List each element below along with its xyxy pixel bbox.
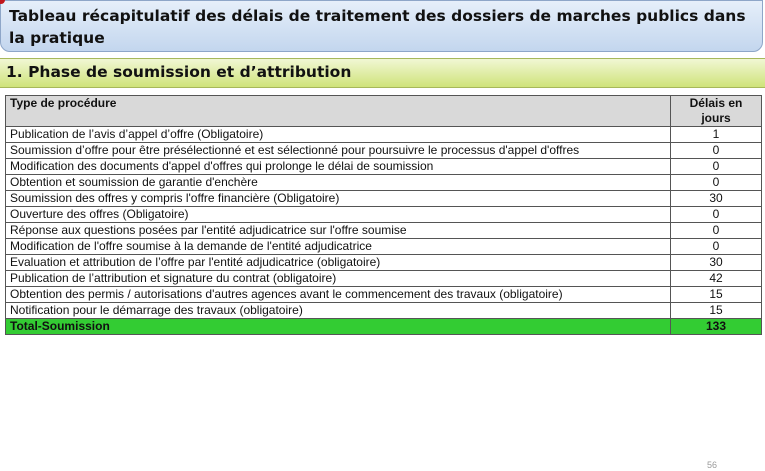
row-label: Modification des documents d'appel d'offres qui prolonge le délai de soumission bbox=[6, 159, 671, 175]
header-delay-days: Délais en jours bbox=[671, 96, 762, 127]
table-row bbox=[6, 207, 762, 223]
row-label: Ouverture des offres (Obligatoire) bbox=[6, 207, 671, 223]
row-value: 0 bbox=[671, 143, 762, 159]
table-row bbox=[6, 287, 762, 303]
row-label: Notification pour le démarrage des travaux (obligatoire) bbox=[6, 303, 671, 319]
row-label: Evaluation et attribution de l’offre par l'entité adjudicatrice (obligatoire) bbox=[6, 255, 671, 271]
section-title: 1. Phase de soumission et d’attribution bbox=[6, 63, 352, 81]
row-label: Obtention des permis / autorisations d'autres agences avant le commencement des travaux (obligatoire) bbox=[6, 287, 671, 303]
page-number: 56 bbox=[706, 460, 717, 470]
row-label: Publication de l’avis d’appel d’offre (Obligatoire) bbox=[6, 127, 671, 143]
row-value: 1 bbox=[671, 127, 762, 143]
table-row bbox=[6, 159, 762, 175]
row-value: 0 bbox=[671, 159, 762, 175]
section-banner bbox=[0, 58, 765, 88]
table-row bbox=[6, 271, 762, 287]
row-label: Publication de l’attribution et signature du contrat (obligatoire) bbox=[6, 271, 671, 287]
table-row bbox=[6, 127, 762, 143]
table-row bbox=[6, 175, 762, 191]
row-label: Soumission des offres y compris l'offre financière (Obligatoire) bbox=[6, 191, 671, 207]
row-value: 42 bbox=[671, 271, 762, 287]
row-label: Modification de l'offre soumise à la demande de l'entité adjudicatrice bbox=[6, 239, 671, 255]
row-label: Réponse aux questions posées par l'entité adjudicatrice sur l'offre soumise bbox=[6, 223, 671, 239]
header-procedure-type: Type de procédure bbox=[6, 96, 671, 127]
row-value: 0 bbox=[671, 239, 762, 255]
table-row bbox=[6, 303, 762, 319]
row-label: Soumission d’offre pour être présélectionné et est sélectionné pour poursuivre le processus d'appel d'offres bbox=[6, 143, 671, 159]
page-title: Tableau récapitulatif des délais de traitement des dossiers de marches publics dans la pratique bbox=[9, 7, 746, 47]
row-value: 15 bbox=[671, 287, 762, 303]
row-value: 30 bbox=[671, 255, 762, 271]
row-value: 0 bbox=[671, 223, 762, 239]
row-label: Obtention et soumission de garantie d'enchère bbox=[6, 175, 671, 191]
total-row bbox=[6, 319, 762, 335]
table-row bbox=[6, 239, 762, 255]
row-value: 0 bbox=[671, 175, 762, 191]
title-banner bbox=[0, 0, 763, 52]
table-header-row bbox=[6, 96, 762, 127]
table-row bbox=[6, 143, 762, 159]
table-row bbox=[6, 255, 762, 271]
delays-table bbox=[5, 95, 762, 335]
row-value: 0 bbox=[671, 207, 762, 223]
total-value: 133 bbox=[671, 319, 762, 335]
table-row bbox=[6, 223, 762, 239]
row-value: 30 bbox=[671, 191, 762, 207]
total-label: Total-Soumission bbox=[6, 319, 671, 335]
row-value: 15 bbox=[671, 303, 762, 319]
table-row bbox=[6, 191, 762, 207]
